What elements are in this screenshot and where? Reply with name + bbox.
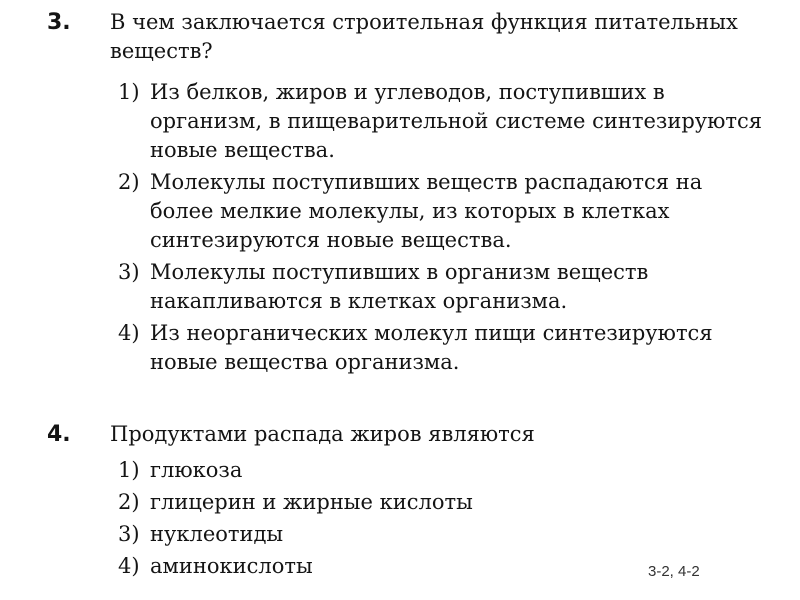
option-text: Из неорганических молекул пищи синтезируются новые вещества организма. — [150, 321, 713, 374]
option-number: 2) — [118, 490, 140, 514]
option-1 — [118, 456, 770, 485]
option-3 — [118, 258, 770, 316]
option-number: 3) — [118, 522, 140, 546]
option-2 — [118, 488, 770, 517]
option-number: 3) — [118, 260, 140, 284]
option-4 — [118, 319, 770, 377]
option-2 — [118, 168, 770, 255]
option-text: нуклеотиды — [150, 522, 284, 546]
option-number: 4) — [118, 321, 140, 345]
question-text: В чем заключается строительная функция питательных веществ? — [110, 10, 738, 63]
question-number: 3. — [47, 10, 71, 35]
answer-key: 3-2, 4-2 — [648, 563, 700, 580]
option-number: 4) — [118, 554, 140, 578]
question-text: Продуктами распада жиров являются — [110, 422, 535, 446]
option-number: 2) — [118, 170, 140, 194]
option-number: 1) — [118, 458, 140, 482]
option-text: глицерин и жирные кислоты — [150, 490, 473, 514]
option-text: Из белков, жиров и углеводов, поступивших в организм, в пищеварительной системе синтезируются новые вещества. — [150, 80, 763, 162]
option-text: Молекулы поступивших веществ распадаются на более мелкие молекулы, из которых в клетках синтезируются новые вещества. — [150, 170, 703, 252]
option-text: глюкоза — [150, 458, 243, 482]
option-text: аминокислоты — [150, 554, 313, 578]
options-list — [118, 78, 770, 377]
option-1 — [118, 78, 770, 165]
option-number: 1) — [118, 80, 140, 104]
option-text: Молекулы поступивших в организм веществ накапливаются в клетках организма. — [150, 260, 649, 313]
question-number: 4. — [47, 422, 71, 447]
option-3 — [118, 520, 770, 549]
